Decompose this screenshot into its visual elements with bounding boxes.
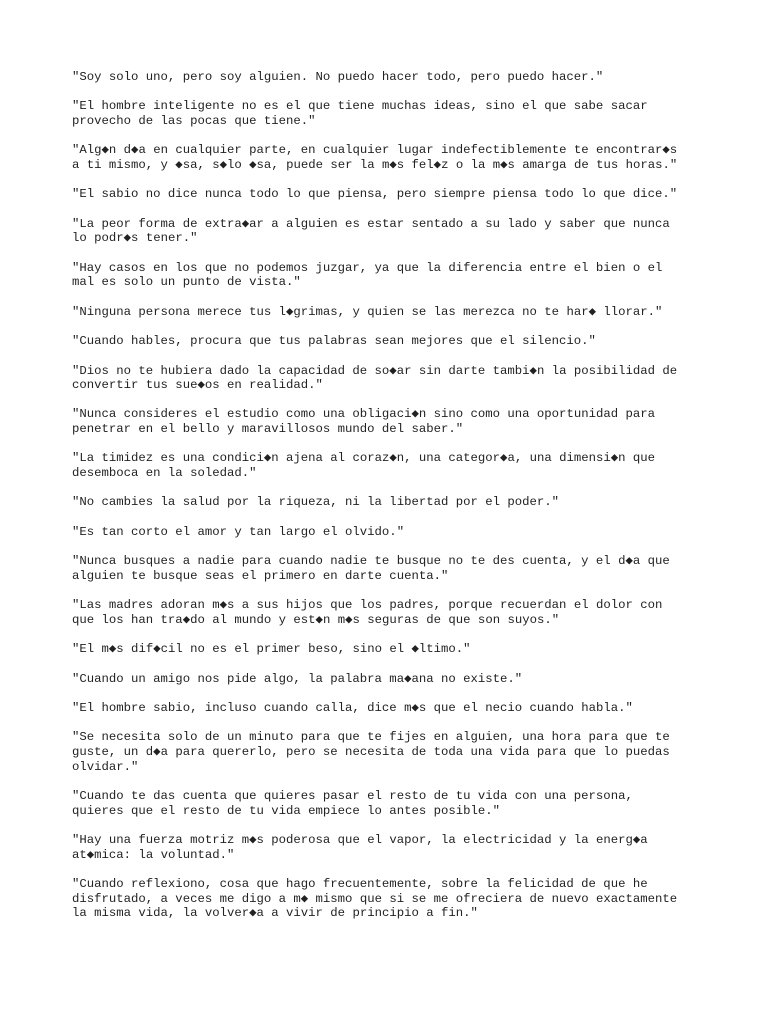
quote-paragraph: "La peor forma de extra◆ar a alguien es estar sentado a su lado y saber que nunca lo podr◆s tener." — [72, 216, 670, 246]
quote-paragraph: "El m◆s dif◆cil no es el primer beso, sino el ◆ltimo." — [72, 642, 471, 657]
quote-paragraph: "El sabio no dice nunca todo lo que piensa, pero siempre piensa todo lo que dice." — [72, 187, 678, 202]
quote-paragraph: "Nunca consideres el estudio como una obligaci◆n sino como una oportunidad para penetrar en el bello y maravillosos mundo del saber." — [72, 407, 655, 437]
quote-paragraph: "Nunca busques a nadie para cuando nadie te busque no te des cuenta, y el d◆a que alguien te busque seas el primero en darte cuenta." — [72, 554, 670, 583]
quote-paragraph: "El hombre inteligente no es el que tiene muchas ideas, sino el que sabe sacar provecho de las pocas que tiene." — [72, 99, 648, 128]
quote-paragraph: "La timidez es una condici◆n ajena al coraz◆n, una categor◆a, una dimensi◆n que desemboca en la soledad." — [72, 451, 656, 481]
quote-paragraph: "Soy solo uno, pero soy alguien. No puedo hacer todo, pero puedo hacer." — [72, 70, 604, 84]
quote-paragraph: "Es tan corto el amor y tan largo el olvido." — [72, 524, 405, 539]
quote-paragraph: "Cuando reflexiono, cosa que hago frecuentemente, sobre la felicidad de que he disfrutado, a veces me digo a m◆ mismo que si se me ofreciera de nuevo exactamente la misma vida, la volver◆a a vivir de principio a fin." — [72, 876, 678, 921]
quote-paragraph: "El hombre sabio, incluso cuando calla, dice m◆s que el necio cuando habla." — [72, 700, 633, 715]
quote-paragraph: "Cuando hables, procura que tus palabras sean mejores que el silencio." — [72, 334, 596, 349]
quote-paragraph: "Se necesita solo de un minuto para que te fijes en alguien, una hora para que te guste, un d◆a para quererlo, pero se necesita de toda una vida para que lo puedas olvidar." — [72, 730, 670, 774]
quote-paragraph: "Alg◆n d◆a en cualquier parte, en cualquier lugar indefectiblemente te encontrar◆s a ti mismo, y ◆sa, s◆lo ◆sa, puede ser la m◆s fel◆z o la m◆s amarga de tus horas." — [72, 143, 678, 172]
quote-paragraph: "Dios no te hubiera dado la capacidad de so◆ar sin darte tambi◆n la posibilidad de convertir tus sue◆os en realidad." — [72, 363, 678, 393]
quote-paragraph: "No cambies la salud por la riqueza, ni la libertad por el poder." — [72, 495, 560, 510]
quote-paragraph: "Hay casos en los que no podemos juzgar, ya que la diferencia entre el bien o el mal es solo un punto de vista." — [72, 260, 663, 290]
quote-paragraph: "Cuando te das cuenta que quieres pasar el resto de tu vida con una persona, quieres que el resto de tu vida empiece lo antes posible." — [72, 788, 633, 818]
quote-paragraph: "Cuando un amigo nos pide algo, la palabra ma◆ana no existe." — [72, 671, 523, 686]
quote-paragraph: "Hay una fuerza motriz m◆s poderosa que el vapor, la electricidad y la energ◆a at◆mica: la voluntad." — [72, 832, 648, 862]
quote-paragraph: "Las madres adoran m◆s a sus hijos que los padres, porque recuerdan el dolor con que los han tra◆do al mundo y est◆n m◆s seguras de que son suyos." — [72, 598, 663, 627]
quote-paragraph: "Ninguna persona merece tus l◆grimas, y quien se las merezca no te har◆ llorar." — [72, 304, 663, 319]
